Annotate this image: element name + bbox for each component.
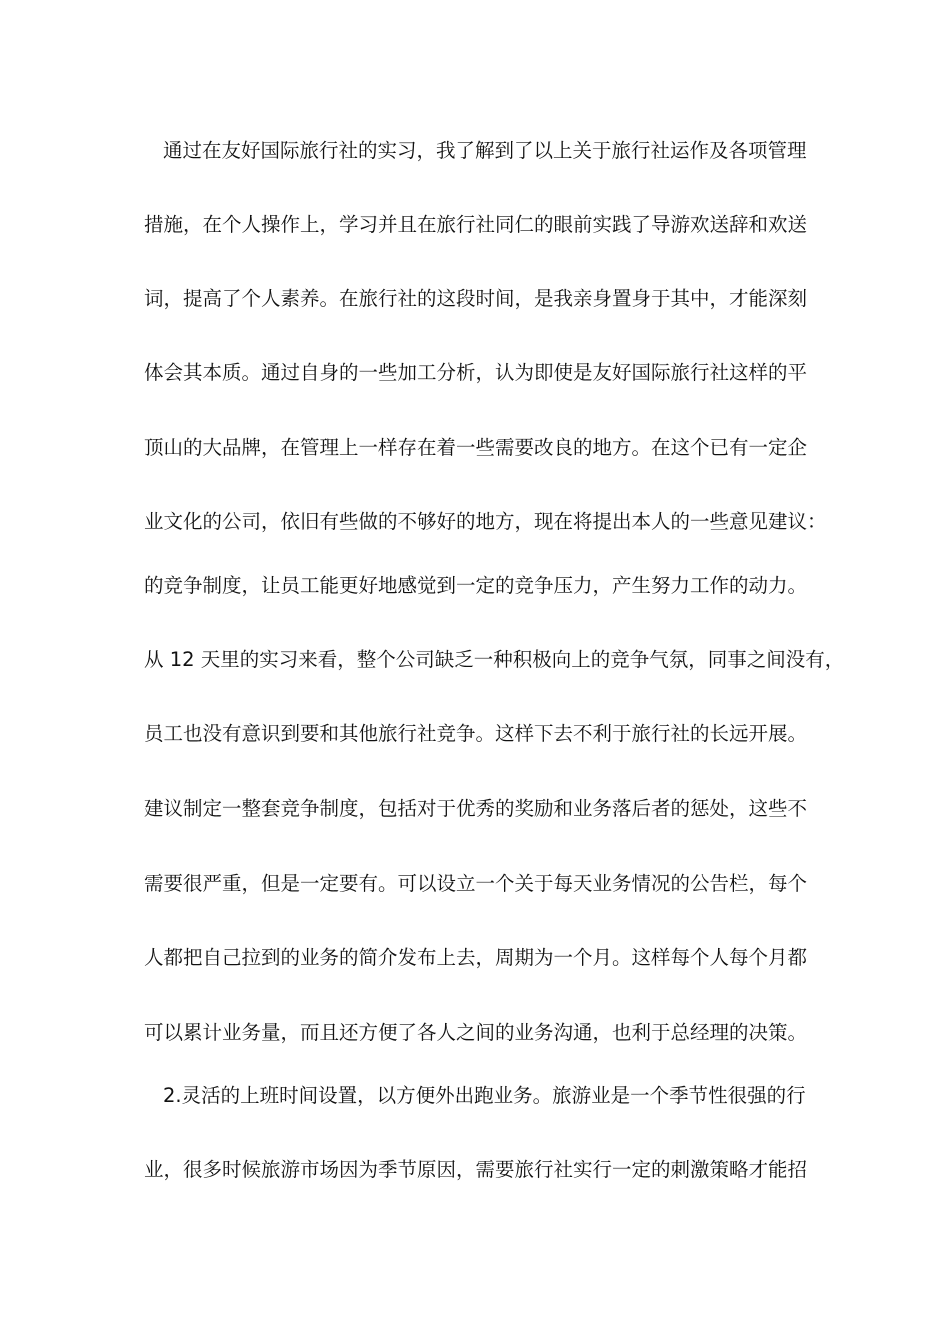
text-line-14: 2.灵活的上班时间设置，以方便外出跑业务。旅游业是一个季节性很强的行 — [163, 1084, 806, 1107]
text-line-6: 业文化的公司，依旧有些做的不够好的地方，现在将提出本人的一些意见建议： — [144, 510, 827, 533]
text-line-10: 建议制定一整套竞争制度，包括对于优秀的奖励和业务落后者的惩处，这些不 — [144, 797, 808, 820]
text-line-2: 措施，在个人操作上，学习并且在旅行社同仁的眼前实践了导游欢送辞和欢送 — [144, 213, 808, 236]
text-line-11: 需要很严重，但是一定要有。可以设立一个关于每天业务情况的公告栏，每个 — [144, 872, 808, 895]
text-line-5: 顶山的大品牌，在管理上一样存在着一些需要改良的地方。在这个已有一定企 — [144, 436, 808, 459]
text-line-13: 可以累计业务量，而且还方便了各人之间的业务沟通，也利于总经理的决策。 — [144, 1021, 808, 1044]
text-line-7: 的竞争制度，让员工能更好地感觉到一定的竞争压力，产生努力工作的动力。 — [144, 574, 808, 597]
text-line-1: 通过在友好国际旅行社的实习，我了解到了以上关于旅行社运作及各项管理 — [163, 139, 807, 162]
text-line-12: 人都把自己拉到的业务的简介发布上去，周期为一个月。这样每个人每个月都 — [144, 946, 808, 969]
text-line-15: 业，很多时候旅游市场因为季节原因，需要旅行社实行一定的刺激策略才能招 — [144, 1158, 808, 1181]
text-line-4: 体会其本质。通过自身的一些加工分析，认为即使是友好国际旅行社这样的平 — [144, 361, 808, 384]
text-line-9: 员工也没有意识到要和其他旅行社竞争。这样下去不利于旅行社的长远开展。 — [144, 722, 808, 745]
text-line-8: 从 12 天里的实习来看，整个公司缺乏一种积极向上的竞争气氛，同事之间没有， — [144, 648, 845, 671]
text-line-3: 词，提高了个人素养。在旅行社的这段时间，是我亲身置身于其中，才能深刻 — [144, 287, 808, 310]
